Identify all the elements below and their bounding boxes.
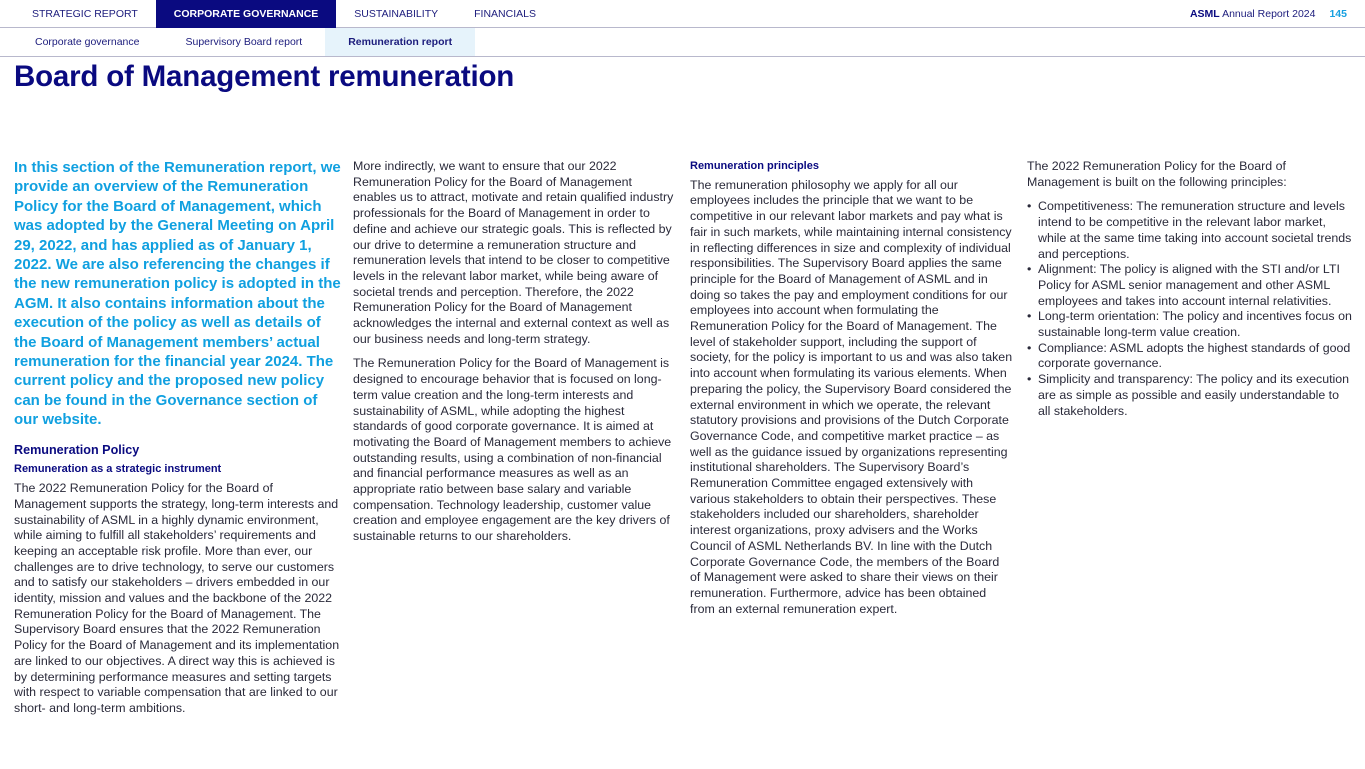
column-4 [1027,159,1352,419]
column-3 [690,159,1013,626]
tab-corporate-governance[interactable]: CORPORATE GOVERNANCE [156,0,336,28]
subsection-heading: Remuneration as a strategic instrument [14,463,222,476]
subtab-corporate-governance[interactable]: Corporate governance [35,36,140,48]
body-paragraph: More indirectly, we want to ensure that our 2022 Remuneration Policy for the Board of Management enables us to attract, motivate and retain qualified industry professionals for the Board of Management in order to define and achieve our strategic goals. This is reflected by our drive to determine a remuneration structure and remuneration levels that intend to be closer to competitive levels in the relevant labor market, while being aware of societal trends and perception. Therefore, the 2022 Remuneration Policy for the Board of Management acknowledges the internal and external context as well as our business needs and long-term strategy. [353,159,674,346]
page-number: 145 [1329,8,1347,20]
list-item: • Compliance: ASML adopts the highest standards of good corporate governance. [1027,341,1352,372]
page-title: Board of Management remuneration [14,60,515,93]
body-paragraph: The 2022 Remuneration Policy for the Board of Management is built on the following principles: [1027,159,1287,189]
sub-navigation [0,28,1365,57]
list-item: • Simplicity and transparency: The policy and its execution are as simple as possible and easily understandable to all stakeholders. [1027,372,1352,419]
top-navigation [0,0,1365,28]
intro-paragraph: In this section of the Remuneration report, we provide an overview of the Remuneration Policy for the Board of Management, which was adopted by the General Meeting on April 29, 2022, and has applied as of January 1, 2022. We are also referencing the changes if the new remuneration policy is adopted in the AGM. It also contains information about the execution of the policy as well as details of the Board of Management members’ actual remuneration for the financial year 2024. The current policy and the proposed new policy can be found in the Governance section of our website. [14,159,341,429]
list-item: • Alignment: The policy is aligned with the STI and/or LTI Policy for ASML senior management and other ASML employees and takes into account internal relativities. [1027,262,1352,309]
principles-list [1027,199,1352,419]
column-2 [353,159,678,554]
report-brand [1190,0,1347,28]
column-1 [14,159,344,726]
body-paragraph: The remuneration philosophy we apply for all our employees includes the principle that we want to be competitive in our relevant labor markets and pay what is fair in such markets, while maintaining internal consistency in reflecting differences in size and complexity of individual responsibilities. The Supervisory Board applies the same principle for the Board of Management of ASML and in doing so takes the pay and employment conditions for our employees into account when formulating the Remuneration Policy for the Board of Management. The level of stakeholder support, including the support of society, for the policy is important to us and was also taken into account when formulating its various elements. When preparing the policy, the Supervisory Board considered the external environment in which we operate, the relevant statutory provisions and provisions of the Dutch Corporate Governance Code, and competitive market practice – as well as the guidance issued by organizations representing institutional shareholders. The Supervisory Board’s Remuneration Committee engaged extensively with various stakeholders to obtain their perspectives. These stakeholders included our shareholders, shareholder interest organizations, proxy advisers and the Works Council of ASML Netherlands BV. In line with the Dutch Corporate Governance Code, the members of the Board of Management were asked to share their views on their remuneration. Furthermore, advice has been obtained from an external remuneration expert. [690,177,1013,616]
section-heading: Remuneration Policy [14,442,140,457]
tab-sustainability[interactable]: SUSTAINABILITY [354,8,439,20]
brand-logo-text: ASML [1189,8,1220,20]
subtab-supervisory-board-report[interactable]: Supervisory Board report [185,36,303,48]
body-paragraph: The 2022 Remuneration Policy for the Board of Management supports the strategy, long-term interests and sustainability of ASML in a highly dynamic environment, while aiming to fulfill all stakeholders’ requirements and keeping an acceptable risk profile. More than ever, our challenges are to drive technology, to serve our customers and to satisfy our stakeholders – drivers embedded in our identity, mission and values and the backbone of the 2022 Remuneration Policy for the Board of Management. The Supervisory Board ensures that the 2022 Remuneration Policy for the Board of Management and its implementation are linked to our objectives. A direct way this is achieved is by determining performance measures and setting targets with respect to variable compensation that are linked to our short- and long-term ambitions. [14,481,340,715]
subsection-heading: Remuneration principles [690,160,819,172]
body-paragraph: The Remuneration Policy for the Board of Management is designed to encourage behavior that is focused on long-term value creation and the long-term interests and sustainability of ASML, while adopting the highest standards of good corporate governance. It is aimed at motivating the Board of Management members to achieve outstanding results, using a combination of non-financial and financial performance measures as well as an appropriate ratio between base salary and variable compensation. Technology leadership, customer value creation and employee engagement are the key drivers of sustainable returns to our shareholders. [353,356,672,544]
subtab-remuneration-report[interactable]: Remuneration report [325,28,475,56]
tab-financials[interactable]: FINANCIALS [474,8,536,20]
report-title: Annual Report 2024 [1222,8,1316,20]
list-item: • Competitiveness: The remuneration structure and levels intend to be competitive in the relevant labor market, while at the same time taking into account societal trends and perceptions. [1027,199,1352,262]
list-item: • Long-term orientation: The policy and incentives focus on sustainable long-term value creation. [1027,309,1352,340]
tab-strategic-report[interactable]: STRATEGIC REPORT [32,8,138,20]
